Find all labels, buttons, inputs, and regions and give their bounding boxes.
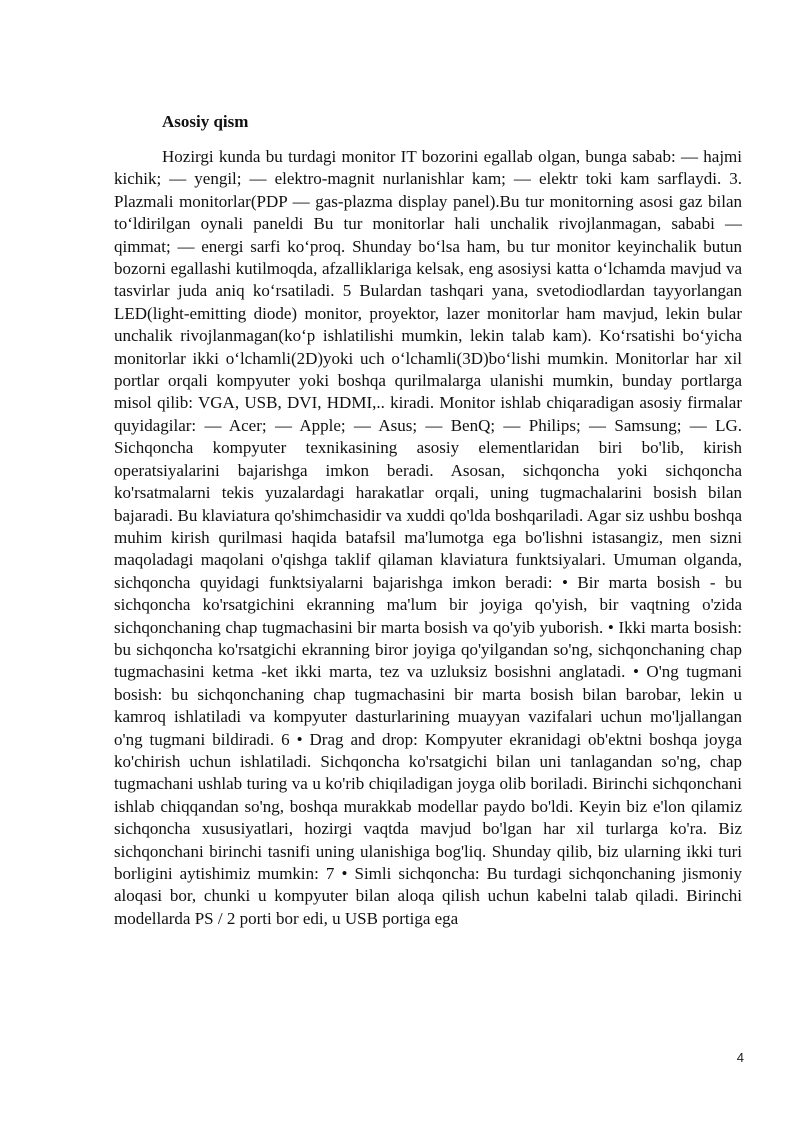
body-paragraph: Hozirgi kunda bu turdagi monitor IT bozorini egallab olgan, bunga sabab: — hajmi kichik; — yengil; — elektro-magnit nurlanishlar kam; — elektr toki kam sarflaydi. 3. Plazmali monitorlar(PDP — gas-plazma display panel).Bu tur monitorning asosi gaz bilan toʻldirilgan oynali paneldi Bu tur monitorlar hali unchalik rivojlanmagan, sababi — qimmat; — energi sarfi koʻproq. Shunday boʻlsa ham, bu tur monitor keyinchalik butun bozorni egallashi kutilmoqda, afzalliklariga kelsak, eng asosiysi katta oʻlchamda mavjud va tasvirlar juda aniq koʻrsatiladi. 5 Bulardan tashqari yana, svetodiodlardan tayyorlangan LED(light-emitting diode) monitor, proyektor, lazer monitorlar ham mavjud, lekin bular unchalik rivojlanmagan(koʻp ishlatilishi mumkin, lekin talab kam). Koʻrsatishi boʻyicha monitorlar ikki oʻlchamli(2D)yoki uch oʻlchamli(3D)boʻlishi mumkin. Monitorlar har xil portlar orqali kompyuter yoki boshqa qurilmalarga ulanishi mumkin, bunday portlarga misol qilib: VGA, USB, DVI, HDMI,.. kiradi. Monitor ishlab chiqaradigan asosiy firmalar quyidagilar: — Acer; — Apple; — Asus; — BenQ; — Philips; — Samsung; — LG. Sichqoncha kompyuter texnikasining asosiy elementlaridan biri bo'lib, kirish operatsiyalarini bajarishga imkon beradi. Asosan, sichqoncha yoki sichqoncha ko'rsatmalarni tekis yuzalardagi harakatlar orqali, uning tugmachalarini bosish bilan bajaradi. Bu klaviatura qo'shimchasidir va xuddi qo'lda boshqariladi. Agar siz ushbu boshqa muhim kirish qurilmasi haqida batafsil ma'lumotga ega bo'lishni istasangiz, men sizni maqoladagi maqolani o'qishga taklif qilaman klaviatura funktsiyalari. Umuman olganda, sichqoncha quyidagi funktsiyalarni bajarishga imkon beradi: • Bir marta bosish - bu sichqoncha ko'rsatgichini ekranning ma'lum bir joyiga qo'yish, bir vaqtning o'zida sichqonchaning chap tugmachasini bir marta bosish va qo'yib yuborish. • Ikki marta bosish: bu sichqoncha ko'rsatgichi ekranning biror joyiga qo'yilgandan so'ng, sichqonchaning chap tugmachasini ketma -ket ikki marta, tez va uzluksiz bosishni anglatadi. • O'ng tugmani bosish: bu sichqonchaning chap tugmachasini bir marta bosish bilan barobar, lekin u kamroq ishlatiladi va kompyuter dasturlarining muayyan vazifalari uchun mo'ljallangan o'ng tugmani bildiradi. 6 • Drag and drop: Kompyuter ekranidagi ob'ektni boshqa joyga ko'chirish uchun ishlatiladi. Sichqoncha ko'rsatgichi bilan uni tanlagandan so'ng, chap tugmachani ushlab turing va u ko'rib chiqiladigan joyga olib boriladi. Birinchi sichqonchani ishlab chiqqandan so'ng, boshqa murakkab modellar paydo bo'ldi. Keyin biz e'lon qilamiz sichqoncha xususiyatlari, hozirgi vaqtda mavjud bo'lgan har xil turlarga ko'ra. Biz sichqonchani birinchi tasnifi uning ulanishiga bog'liq. Shunday qilib, biz ularning ikki turi borligini aytishimiz mumkin: 7 • Simli sichqoncha: Bu turdagi sichqonchaning jismoniy aloqasi bor, chunki u kompyuter bilan aloqa qilish uchun kabelni talab qiladi. Birinchi modellarda PS / 2 porti bor edi, u USB portiga ega: [114, 147, 742, 928]
section-heading: Asosiy qism: [162, 112, 249, 131]
page-number: 4: [736, 1050, 744, 1065]
